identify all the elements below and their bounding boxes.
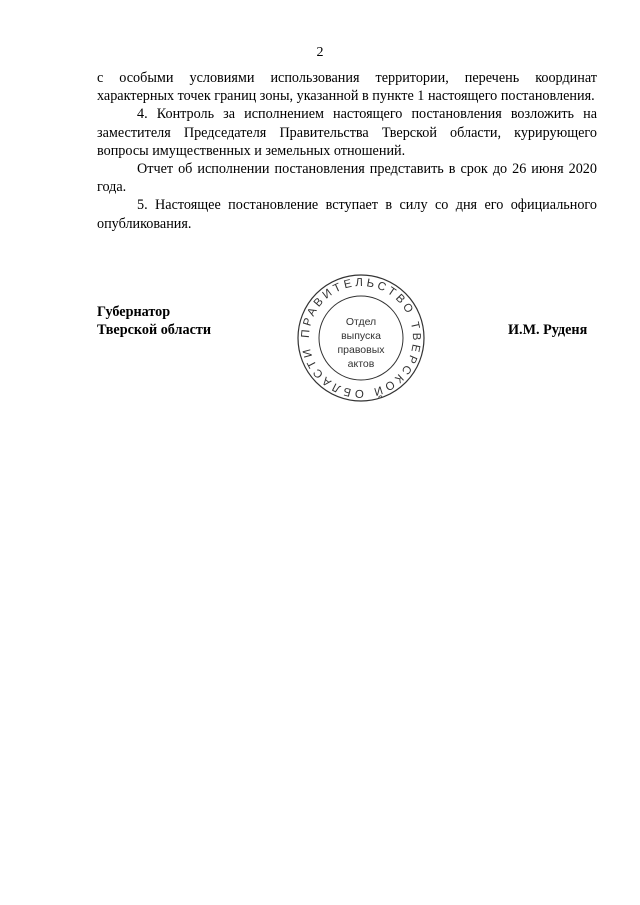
page-number: 2 — [316, 45, 324, 60]
paragraph-item-4: 4. Контроль за исполнением настоящего постановления возложить на заместителя Председателя Правительства Тверской области, курирующего вопросы имущественных и земельных отношений. — [97, 106, 597, 159]
stamp-center-line: актов — [347, 358, 375, 370]
document-body — [97, 69, 597, 233]
official-stamp — [296, 273, 426, 403]
paragraph-item-5: 5. Настоящее постановление вступает в силу со дня его официального опубликования. — [97, 197, 597, 232]
stamp-center-line: правовых — [337, 344, 385, 356]
stamp-ring-text: ПРАВИТЕЛЬСТВО ТВЕРСКОЙ ОБЛАСТИ — [299, 276, 423, 400]
paragraph-continuation: с особыми условиями использования территории, перечень координат характерных точек границ зоны, указанной в пункте 1 настоящего постановления. — [97, 70, 597, 105]
signatory-title-line1: Губернатор — [97, 304, 171, 320]
signatory-title-line2: Тверской области — [97, 322, 212, 339]
signatory-name: И.М. Руденя — [508, 322, 588, 338]
stamp-center-line: выпуска — [341, 330, 381, 342]
stamp-center-line: Отдел — [345, 316, 377, 328]
paragraph-report: Отчет об исполнении постановления представить в срок до 26 июня 2020 года. — [97, 161, 597, 196]
signatory-title — [97, 303, 211, 339]
